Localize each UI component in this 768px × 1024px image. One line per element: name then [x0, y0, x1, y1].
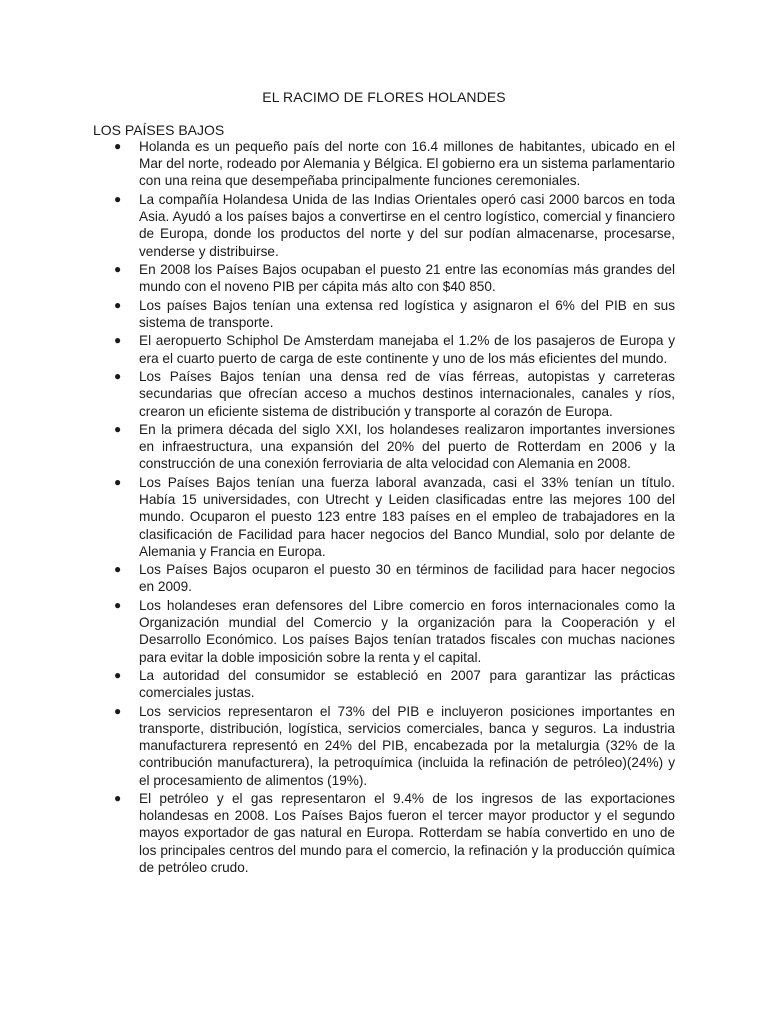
list-item: [93, 138, 675, 190]
list-item: [93, 191, 675, 260]
list-item-text: El petróleo y el gas representaron el 9.4% de los ingresos de las exportaciones holandesas en 2008. Los Países Bajos fueron el tercer mayor productor y el segundo mayos exportador de gas natural en Europa. Rotterdam se había convertido en uno de los principales centros del mundo para el comercio, la refinación y la producción química de petróleo crudo.: [139, 791, 675, 875]
list-item: [93, 561, 675, 595]
list-item: [93, 703, 675, 789]
bullet-icon: ●: [114, 333, 122, 348]
list-item-text: Los holandeses eran defensores del Libre comercio en foros internacionales como la Organización mundial del Comercio y la organización para la Cooperación y el Desarrollo Económico. Los países Bajos tenían tratados fiscales con muchas naciones para evitar la doble imposición sobre la renta y el capital.: [139, 597, 675, 665]
list-item-text: Los Países Bajos ocuparon el puesto 30 en términos de facilidad para hacer negocios en 2009.: [139, 562, 675, 595]
list-item: [93, 332, 675, 366]
list-item: [93, 421, 675, 473]
list-item-text: La compañía Holandesa Unida de las Indias Orientales operó casi 2000 barcos en toda Asia. Ayudó a los países bajos a convertirse en el centro logístico, comercial y financiero de Europa, donde los productos del norte y del sur podían almacenarse, procesarse, venderse y distribuirse.: [139, 191, 675, 259]
list-item-text: La autoridad del consumidor se estableció en 2007 para garantizar las prácticas comerciales justas.: [139, 668, 675, 701]
bullet-icon: ●: [114, 191, 122, 206]
list-item: [93, 297, 675, 331]
bullet-icon: ●: [114, 474, 122, 489]
bullet-icon: ●: [114, 703, 122, 718]
list-item: [93, 597, 675, 666]
list-item-text: Los Países Bajos tenían una fuerza laboral avanzada, casi el 33% tenían un título. Había 15 universidades, con Utrecht y Leiden clasificadas entre las mejores 100 del mundo. Ocuparon el puesto 123 entre 183 países en el empleo de trabajadores en la clasificación de Facilidad para hacer negocios del Banco Mundial, solo por delante de Alemania y Francia en Europa.: [139, 474, 675, 559]
bullet-icon: ●: [114, 562, 122, 577]
list-item: [93, 474, 675, 560]
bullet-icon: ●: [114, 668, 122, 683]
list-item-text: El aeropuerto Schiphol De Amsterdam manejaba el 1.2% de los pasajeros de Europa y era el cuarto puerto de carga de este continente y uno de los más eficientes del mundo.: [139, 333, 675, 366]
list-item-text: Los países Bajos tenían una extensa red logística y asignaron el 6% del PIB en sus sistema de transporte.: [139, 297, 675, 330]
bullet-icon: ●: [114, 369, 122, 384]
list-item: [93, 368, 675, 420]
list-item-text: En 2008 los Países Bajos ocupaban el puesto 21 entre las economías más grandes del mundo con el noveno PIB per cápita más alto con $40 850.: [139, 262, 675, 295]
list-item-text: Los Países Bajos tenían una densa red de vías férreas, autopistas y carreteras secundarias que ofrecían acceso a muchos destinos internacionales, canales y ríos, crearon un eficiente sistema de distribución y transporte al corazón de Europa.: [139, 369, 675, 419]
bullet-list: [93, 138, 675, 877]
bullet-icon: ●: [114, 139, 122, 153]
bullet-icon: ●: [114, 791, 122, 806]
list-item-text: Holanda es un pequeño país del norte con 16.4 millones de habitantes, ubicado en el Mar del norte, rodeado por Alemania y Bélgica. El gobierno era un sistema parlamentario con una reina que desempeñaba principalmente funciones ceremoniales.: [139, 139, 675, 189]
list-item: [93, 790, 675, 876]
list-item: [93, 667, 675, 701]
list-item-text: En la primera década del siglo XXI, los holandeses realizaron importantes inversiones en infraestructura, una expansión del 20% del puerto de Rotterdam en 2006 y la construcción de una conexión ferroviaria de alta velocidad con Alemania en 2008.: [139, 422, 675, 472]
list-item: [93, 261, 675, 295]
bullet-icon: ●: [114, 597, 122, 612]
list-item-text: Los servicios representaron el 73% del PIB e incluyeron posiciones importantes en transporte, distribución, logística, servicios comerciales, banca y seguros. La industria manufacturera representó en 24% del PIB, encabezada por la metalurgia (32% de la contribución manufacturera), la petroquímica (incluida la refinación de petróleo)(24%) y el procesamiento de alimentos (19%).: [139, 703, 675, 788]
bullet-icon: ●: [114, 297, 122, 312]
document-title: EL RACIMO DE FLORES HOLANDES: [262, 89, 506, 105]
bullet-icon: ●: [114, 262, 122, 277]
section-heading: LOS PAÍSES BAJOS: [93, 122, 225, 138]
bullet-icon: ●: [114, 422, 122, 437]
